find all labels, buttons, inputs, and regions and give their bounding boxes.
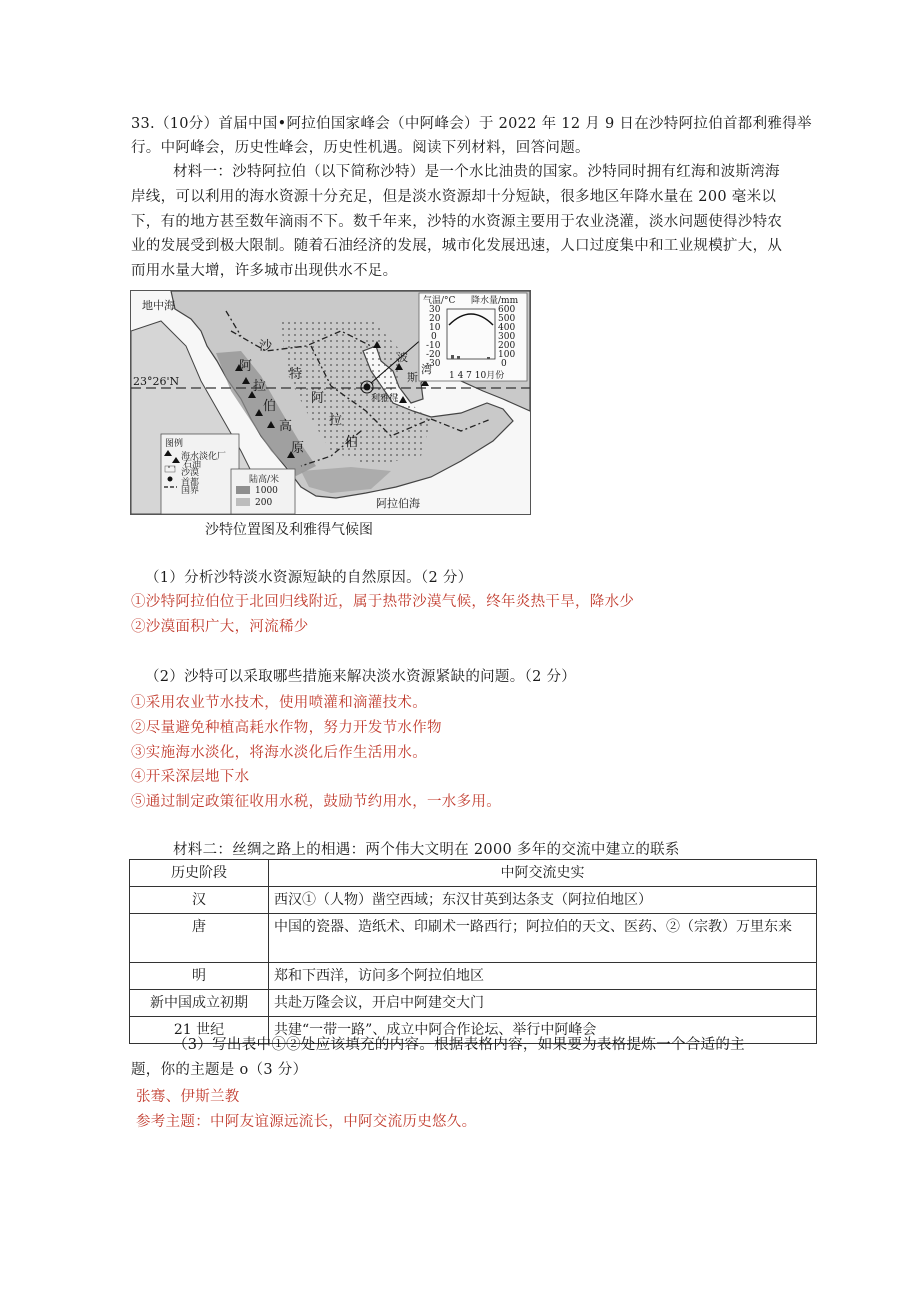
- q3-prompt-1: （3）写出表中①②处应该填充的内容。根据表格内容，如果要为表格提炼一个合适的主: [173, 1037, 745, 1053]
- table-cell-fact: 共建“一带一路”、成立中阿合作论坛、举行中阿峰会: [269, 1017, 817, 1044]
- q2-answer-5: ⑤通过制定政策征收用水税，鼓励节约用水，一水多用。: [131, 794, 501, 810]
- q2-answer-1: ①采用农业节水技术，使用喷灌和滴灌技术。: [131, 695, 427, 711]
- map-caption: 沙特位置图及利雅得气候图: [205, 522, 373, 538]
- material1-line-2: 岸线，可以利用的海水资源十分充足，但是淡水资源却十分短缺，很多地区年降水量在 200 毫米以: [131, 189, 777, 205]
- table-header-fact: 中阿交流史实: [269, 860, 817, 887]
- table-cell-fact: 共赴万隆会议，开启中阿建交大门: [269, 990, 817, 1017]
- label-gulf-3: 湾: [421, 363, 432, 376]
- q1-prompt: （1）分析沙特淡水资源短缺的自然原因。（2 分）: [145, 570, 473, 586]
- temp-tick: 0: [431, 332, 437, 342]
- q1-answer-2: ②沙漠面积广大，河流稀少: [131, 619, 309, 635]
- climate-precip-axis-label: 降水量/mm: [471, 296, 519, 306]
- label-saudi-4: 拉: [329, 413, 343, 428]
- table-cell-stage: 新中国成立初期: [130, 990, 269, 1017]
- legend-oil: 石油: [183, 460, 202, 470]
- question-header: 33.（10分）首届中国•阿拉伯国家峰会（中阿峰会）于 2022 年 12 月 9 日在沙特阿拉伯首都利雅得举: [131, 116, 812, 132]
- precip-tick: 200: [498, 341, 516, 351]
- table-cell-fact: 中国的瓷器、造纸术、印刷术一路西行；阿拉伯的天文、医药、②（宗教）万里东来: [269, 914, 817, 963]
- temp-tick: 20: [429, 314, 441, 324]
- q2-prompt: （2）沙特可以采取哪些措施来解决淡水资源紧缺的问题。（2 分）: [145, 669, 577, 685]
- precip-tick: 0: [501, 359, 507, 369]
- precip-tick: 600: [498, 305, 516, 315]
- label-saudi-3: 阿: [311, 391, 325, 406]
- legend-elevation-200: 200: [255, 498, 273, 508]
- label-gulf-2: 斯: [407, 371, 418, 384]
- table-header-row: [130, 860, 817, 887]
- table-cell-stage: 唐: [130, 914, 269, 963]
- q3-answer-1: 张骞、伊斯兰教: [136, 1089, 240, 1105]
- temp-tick: 30: [429, 305, 441, 315]
- q2-answer-4: ④开采深层地下水: [131, 769, 250, 785]
- label-mediterranean: 地中海: [142, 299, 175, 312]
- legend-border: 国界: [181, 486, 200, 496]
- precip-tick: 500: [498, 314, 516, 324]
- riyadh-capital-marker: [364, 384, 371, 391]
- history-table: [129, 859, 817, 1044]
- legend-desalination: 海水淡化厂: [181, 452, 227, 462]
- legend-desert: 沙漠: [181, 468, 200, 478]
- climate-temp-axis-label: 气温/°C: [423, 296, 456, 306]
- table-row: [130, 963, 817, 990]
- label-gulf-1: 波: [397, 351, 408, 364]
- label-riyadh: 利雅得: [371, 394, 399, 404]
- label-plateau-4: 高: [279, 419, 293, 434]
- table-row: [130, 990, 817, 1017]
- precip-tick: 300: [498, 332, 516, 342]
- label-plateau-2: 拉: [253, 379, 267, 394]
- temp-tick: 10: [429, 323, 441, 333]
- label-saudi-2: 特: [289, 367, 303, 382]
- q1-answer-1: ①沙特阿拉伯位于北回归线附近，属于热带沙漠气候，终年炎热干旱，降水少: [131, 594, 635, 610]
- material1-line-5: 而用水量大增，许多城市出现供水不足。: [131, 263, 398, 279]
- q3-prompt-2: 题，你的主题是 o（3 分）: [131, 1062, 308, 1078]
- legend-elevation-1000: 1000: [255, 486, 278, 496]
- q2-answer-2: ②尽量避免种植高耗水作物，努力开发节水作物: [131, 720, 442, 736]
- legend-capital: 首都: [181, 478, 200, 488]
- q2-answer-3: ③实施海水淡化，将海水淡化后作生活用水。: [131, 745, 427, 761]
- temp-tick: -10: [426, 341, 441, 351]
- table-row: [130, 914, 817, 963]
- legend-elevation-title: 陆高/米: [249, 475, 280, 485]
- table-cell-fact: 西汉①（人物）凿空西域；东汉甘英到达条支（阿拉伯地区）: [269, 887, 817, 914]
- temp-tick: -20: [426, 350, 441, 360]
- question-header-2: 行。中阿峰会，历史性峰会，历史性机遇。阅读下列材料，回答问题。: [131, 140, 590, 156]
- material1-line-1: 材料一：沙特阿拉伯（以下简称沙特）是一个水比油贵的国家。沙特同时拥有红海和波斯湾海: [173, 164, 780, 180]
- label-saudi-5: 伯: [345, 435, 359, 450]
- saudi-map-figure: [130, 290, 531, 515]
- label-plateau-5: 原: [291, 441, 305, 456]
- material1-line-4: 业的发展受到极大限制。随着石油经济的发展，城市化发展迅速，人口过度集中和工业规模扩大，从: [131, 238, 783, 254]
- table-header-stage: 历史阶段: [130, 860, 269, 887]
- label-arabian-sea: 阿拉伯海: [376, 497, 420, 510]
- precip-tick: 400: [498, 323, 516, 333]
- temp-tick: -30: [426, 359, 441, 369]
- material2-title: 材料二：丝绸之路上的相遇：两个伟大文明在 2000 多年的交流中建立的联系: [173, 842, 680, 858]
- label-saudi-1: 沙: [259, 339, 273, 354]
- climate-month-axis: 1 4 7 10月份: [449, 371, 505, 381]
- label-plateau-3: 伯: [263, 399, 277, 414]
- precip-tick: 100: [498, 350, 516, 360]
- table-cell-stage: 明: [130, 963, 269, 990]
- q3-answer-2: 参考主题：中阿友谊源远流长，中阿交流历史悠久。: [136, 1114, 477, 1130]
- legend-title: 图例: [165, 439, 184, 449]
- table-cell-fact: 郑和下西洋，访问多个阿拉伯地区: [269, 963, 817, 990]
- table-cell-stage: 汉: [130, 887, 269, 914]
- table-row: [130, 887, 817, 914]
- table-cell-stage: 21 世纪: [130, 1017, 269, 1044]
- label-latitude: 23°26'N: [133, 375, 180, 388]
- material1-line-3: 下，有的地方甚至数年滴雨不下。数千年来，沙特的水资源主要用于农业浇灌，淡水问题使得沙特农: [131, 214, 783, 230]
- label-plateau-1: 阿: [239, 359, 253, 374]
